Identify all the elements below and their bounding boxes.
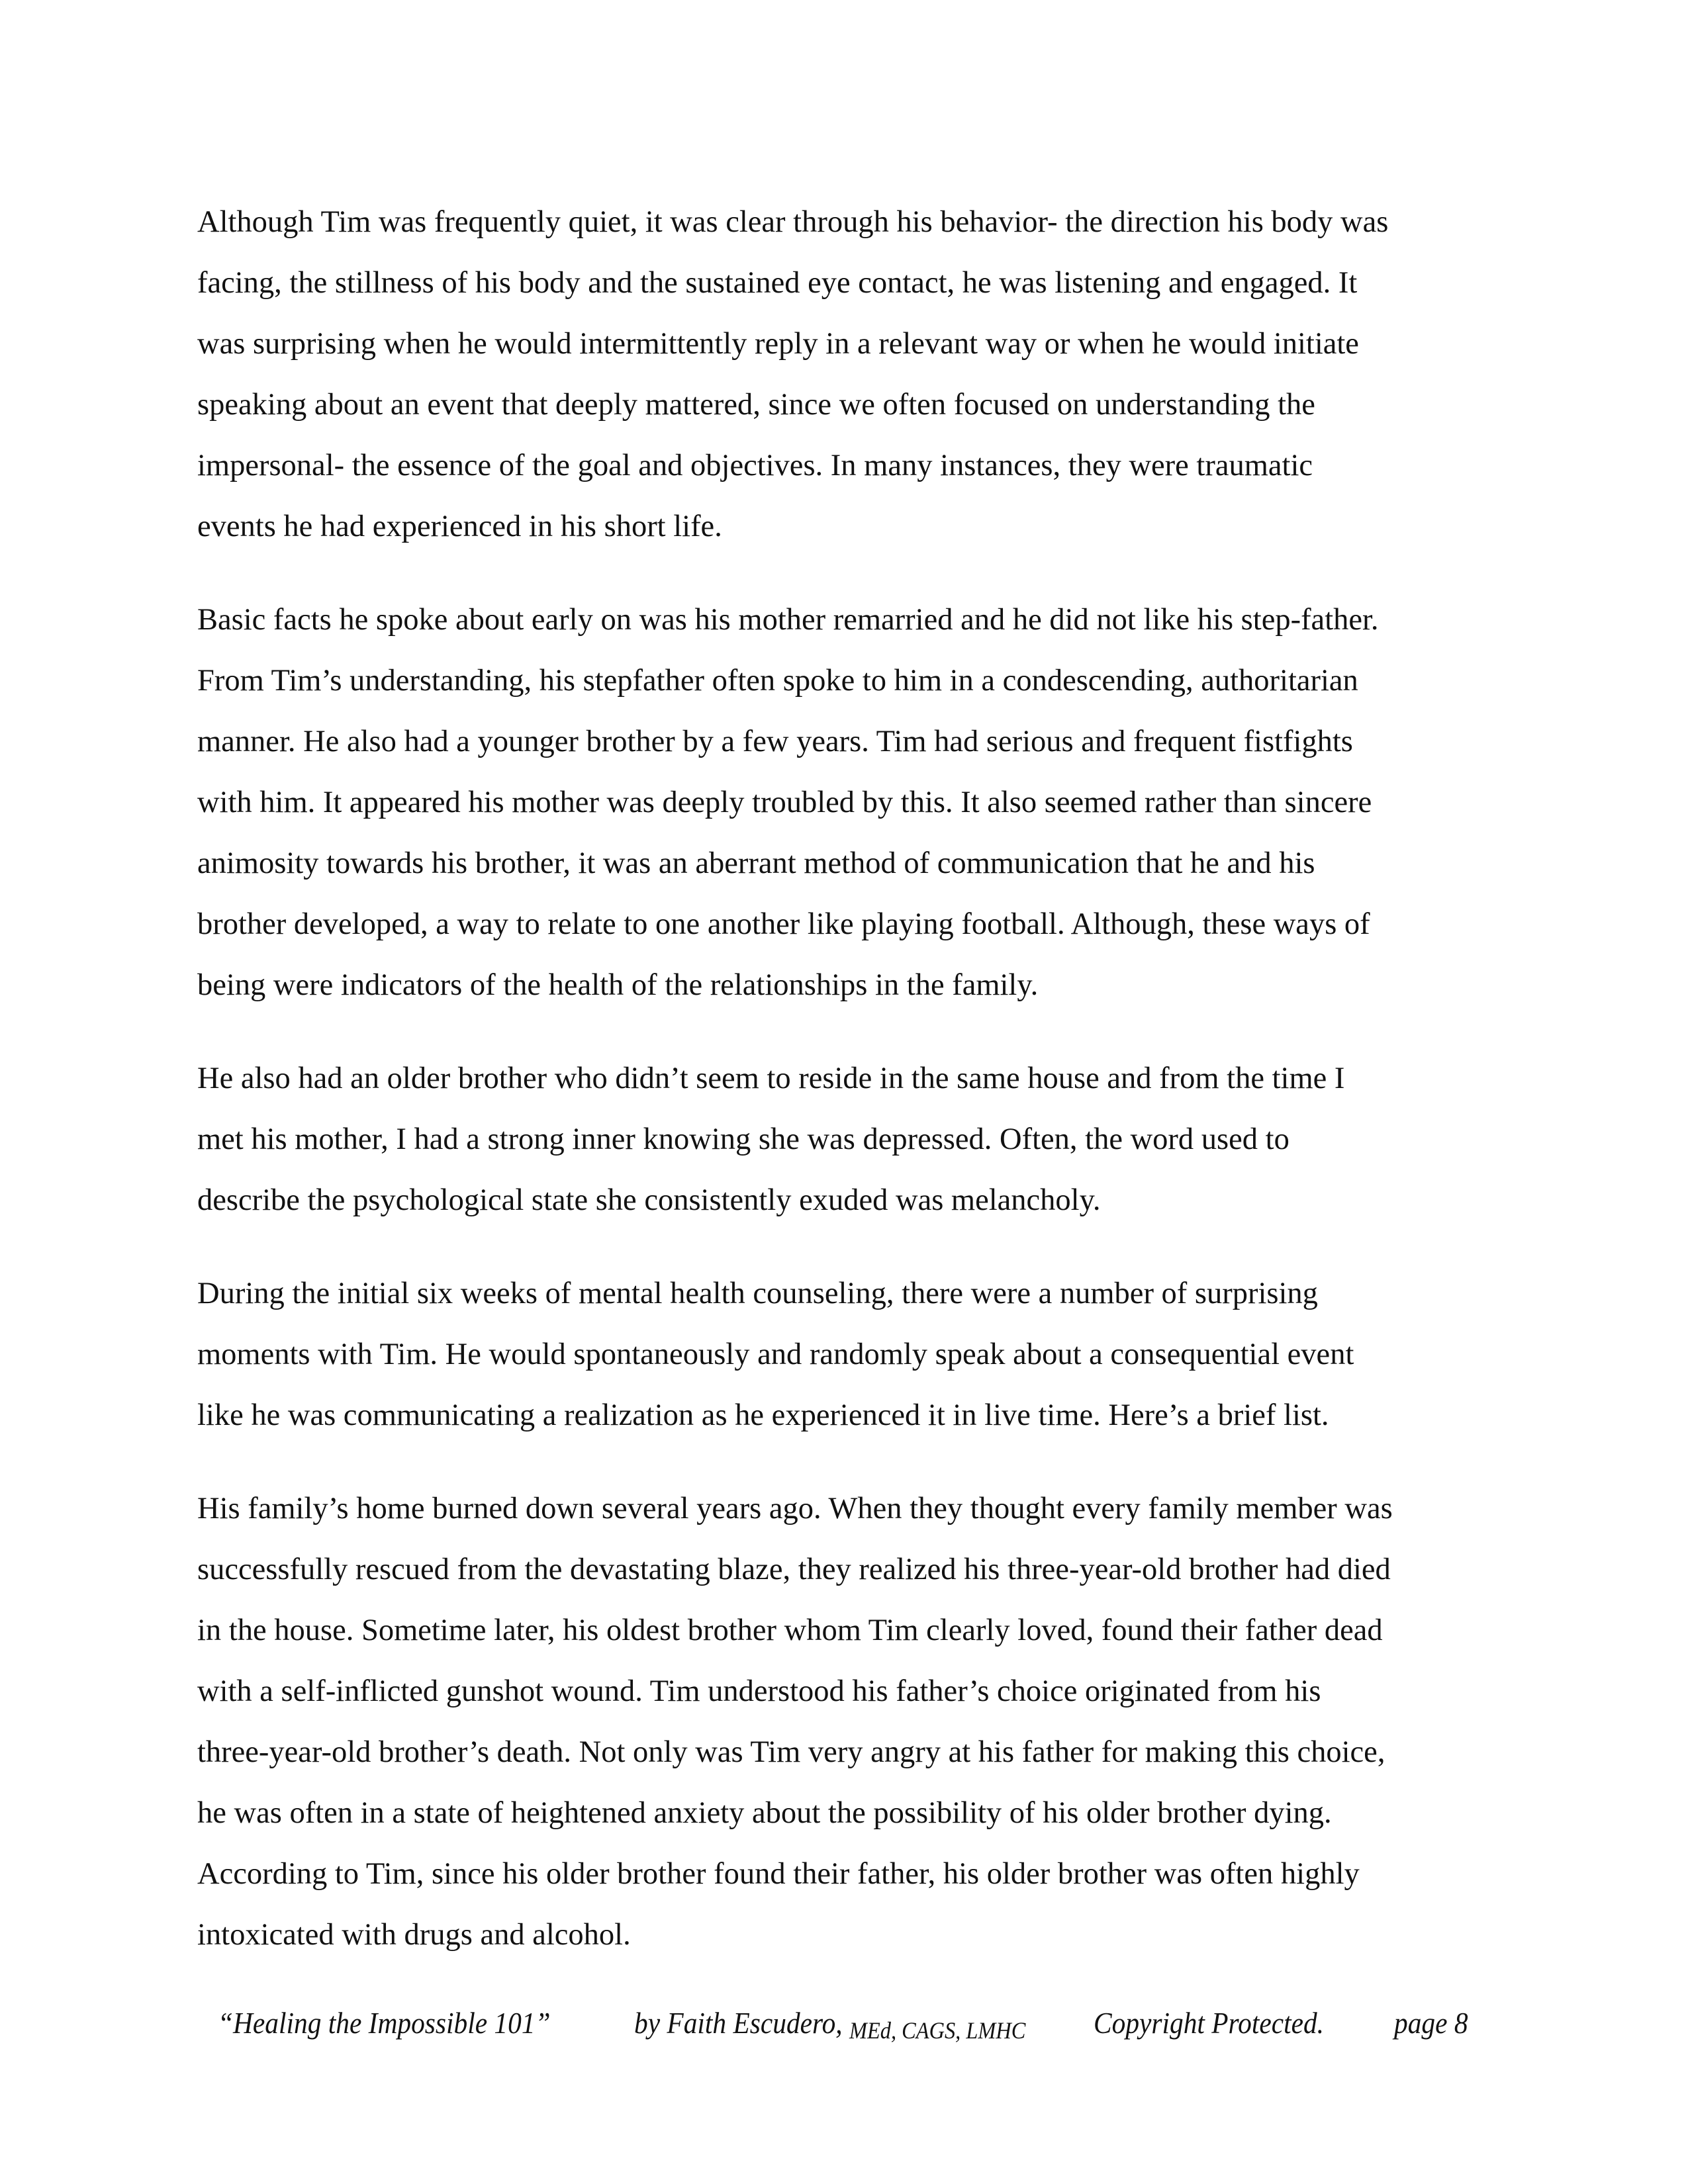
text-line: facing, the stillness of his body and the sustained eye contact, he was listening and engaged. It xyxy=(197,266,1358,300)
paragraph xyxy=(197,590,1495,1016)
footer-credentials: MEd, CAGS, LMHC xyxy=(849,2017,1026,2044)
text-line: His family’s home burned down several years ago. When they thought every family member was xyxy=(197,1492,1393,1525)
text-line: met his mother, I had a strong inner knowing she was depressed. Often, the word used to xyxy=(197,1122,1289,1156)
text-line: impersonal- the essence of the goal and objectives. In many instances, they were traumatic xyxy=(197,449,1313,482)
text-line: Although Tim was frequently quiet, it was clear through his behavior- the direction his body was xyxy=(197,205,1389,239)
text-line: manner. He also had a younger brother by a few years. Tim had serious and frequent fistfights xyxy=(197,725,1353,758)
footer-author-name: by Faith Escudero, xyxy=(634,2006,843,2040)
text-line: in the house. Sometime later, his oldest brother whom Tim clearly loved, found their father dead xyxy=(197,1614,1383,1647)
footer-page-number: page 8 xyxy=(1394,2006,1468,2040)
text-line: animosity towards his brother, it was an aberrant method of communication that he and his xyxy=(197,846,1315,880)
paragraph xyxy=(197,192,1495,557)
page-footer xyxy=(0,2005,1688,2052)
text-line: brother developed, a way to relate to one another like playing football. Although, these ways of xyxy=(197,907,1370,941)
text-line: From Tim’s understanding, his stepfather often spoke to him in a condescending, authoritarian xyxy=(197,664,1358,698)
document-body xyxy=(197,192,1495,1998)
text-line: was surprising when he would intermittently reply in a relevant way or when he would initiate xyxy=(197,327,1359,361)
footer-copyright: Copyright Protected. xyxy=(1094,2006,1325,2040)
text-line: with him. It appeared his mother was deeply troubled by this. It also seemed rather than sincere xyxy=(197,786,1372,819)
text-line: events he had experienced in his short life. xyxy=(197,510,722,543)
text-line: like he was communicating a realization as he experienced it in live time. Here’s a brief list. xyxy=(197,1398,1329,1432)
text-line: moments with Tim. He would spontaneously and randomly speak about a consequential event xyxy=(197,1338,1354,1371)
text-line: According to Tim, since his older brother found their father, his older brother was often highly xyxy=(197,1857,1360,1891)
paragraph xyxy=(197,1048,1495,1231)
text-line: successfully rescued from the devastating blaze, they realized his three-year-old brother had died xyxy=(197,1553,1391,1586)
footer-book-title: “Healing the Impossible 101” xyxy=(218,2006,551,2040)
text-line: He also had an older brother who didn’t seem to reside in the same house and from the time I xyxy=(197,1062,1345,1095)
text-line: speaking about an event that deeply mattered, since we often focused on understanding the xyxy=(197,388,1315,422)
paragraph xyxy=(197,1263,1495,1446)
text-line: intoxicated with drugs and alcohol. xyxy=(197,1918,631,1952)
text-line: three-year-old brother’s death. Not only was Tim very angry at his father for making this choice, xyxy=(197,1735,1385,1769)
footer-author xyxy=(634,2005,1026,2044)
text-line: with a self-inflicted gunshot wound. Tim understood his father’s choice originated from his xyxy=(197,1674,1321,1708)
text-line: he was often in a state of heightened anxiety about the possibility of his older brother dying. xyxy=(197,1796,1332,1830)
text-line: Basic facts he spoke about early on was his mother remarried and he did not like his step-father. xyxy=(197,603,1379,637)
text-line: describe the psychological state she consistently exuded was melancholy. xyxy=(197,1183,1101,1217)
paragraph xyxy=(197,1479,1495,1966)
text-line: During the initial six weeks of mental health counseling, there were a number of surprising xyxy=(197,1277,1318,1310)
text-line: being were indicators of the health of the relationships in the family. xyxy=(197,968,1039,1002)
